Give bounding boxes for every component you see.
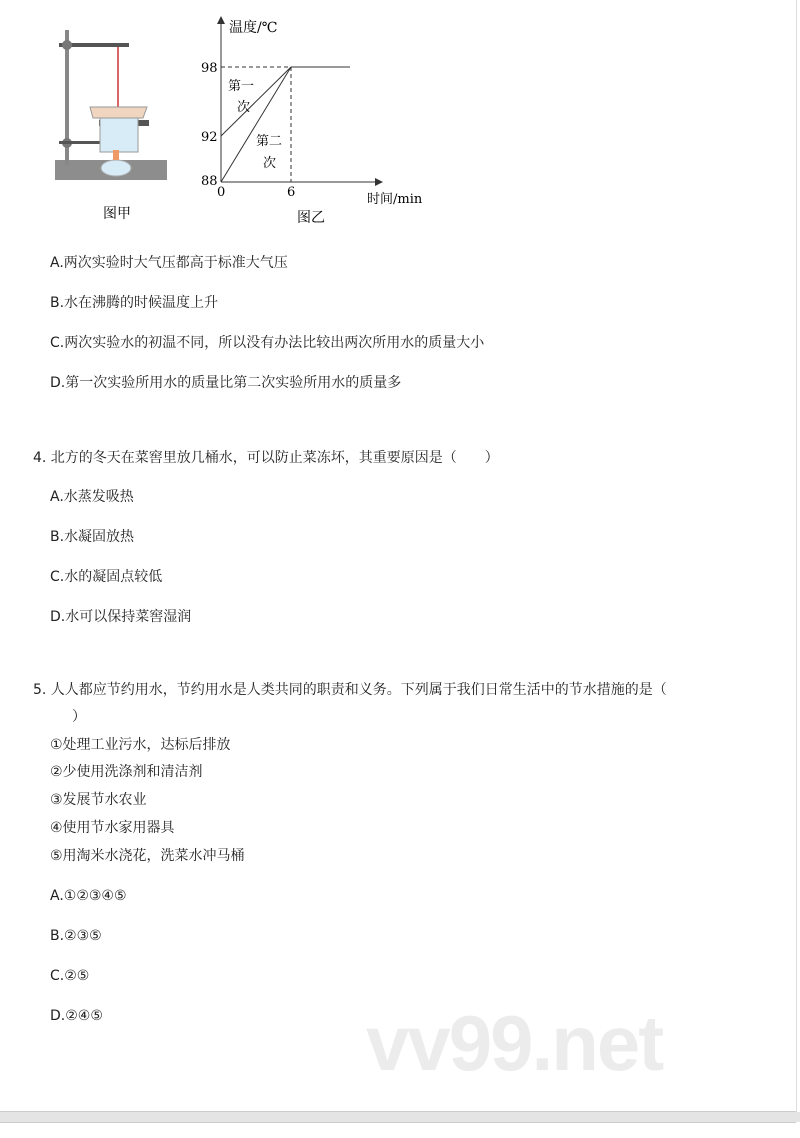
q3-option-a[interactable]: A.两次实验时大气压都高于标准大气压 [50,255,288,271]
q5-stem: 5. 人人都应节约用水，节约用水是人类共同的职责和义务。下列属于我们日常生活中的节水措施的是（ [33,682,667,698]
figure-graph [195,10,440,225]
x-axis-label: 时间/min [367,192,423,207]
q4-stem: 4. 北方的冬天在菜窖里放几桶水，可以防止菜冻坏，其重要原因是（ ） [33,450,499,466]
q4-option-d[interactable]: D.水可以保持菜窖湿润 [50,609,192,625]
line2-label: 第二 [256,134,283,149]
q5-option-a[interactable]: A.①②③④⑤ [50,888,127,904]
q5-item: ③发展节水农业 [50,792,147,808]
q5-item: ⑤用淘米水浇花，洗菜水冲马桶 [50,848,245,864]
page-separator [0,1112,800,1122]
y-tick: 92 [201,130,218,145]
q5-option-c[interactable]: C.②⑤ [50,968,90,984]
line2-label: 次 [263,156,277,171]
apparatus-caption: 图甲 [103,206,131,220]
q5-item: ①处理工业污水，达标后排放 [50,737,231,753]
y-axis-label: 温度/℃ [229,20,278,36]
next-page [0,1122,796,1138]
series-first-line [221,67,291,136]
figure-apparatus [45,10,175,220]
y-tick: 88 [201,174,218,189]
q5-item: ④使用节水家用器具 [50,820,175,836]
q3-option-d[interactable]: D.第一次实验所用水的质量比第二次实验所用水的质量多 [50,375,402,391]
y-tick: 98 [201,61,218,76]
q3-option-b[interactable]: B.水在沸腾的时候温度上升 [50,295,219,311]
q5-option-b[interactable]: B.②③⑤ [50,928,102,944]
q5-item: ②少使用洗涤剂和清洁剂 [50,764,203,780]
q4-option-c[interactable]: C.水的凝固点较低 [50,569,163,585]
line1-label: 次 [237,100,251,115]
q5-stem-cont: ） [72,709,86,725]
watermark: vv99.net [366,999,663,1087]
q5-option-d[interactable]: D.②④⑤ [50,1008,103,1024]
line1-label: 第一 [228,79,255,94]
x-tick: 0 [217,185,226,200]
q3-option-c[interactable]: C.两次实验水的初温不同，所以没有办法比较出两次所用水的质量大小 [50,335,485,351]
q4-option-b[interactable]: B.水凝固放热 [50,529,135,545]
graph-caption: 图乙 [297,210,325,225]
x-tick: 6 [287,185,296,200]
q4-option-a[interactable]: A.水蒸发吸热 [50,489,134,505]
